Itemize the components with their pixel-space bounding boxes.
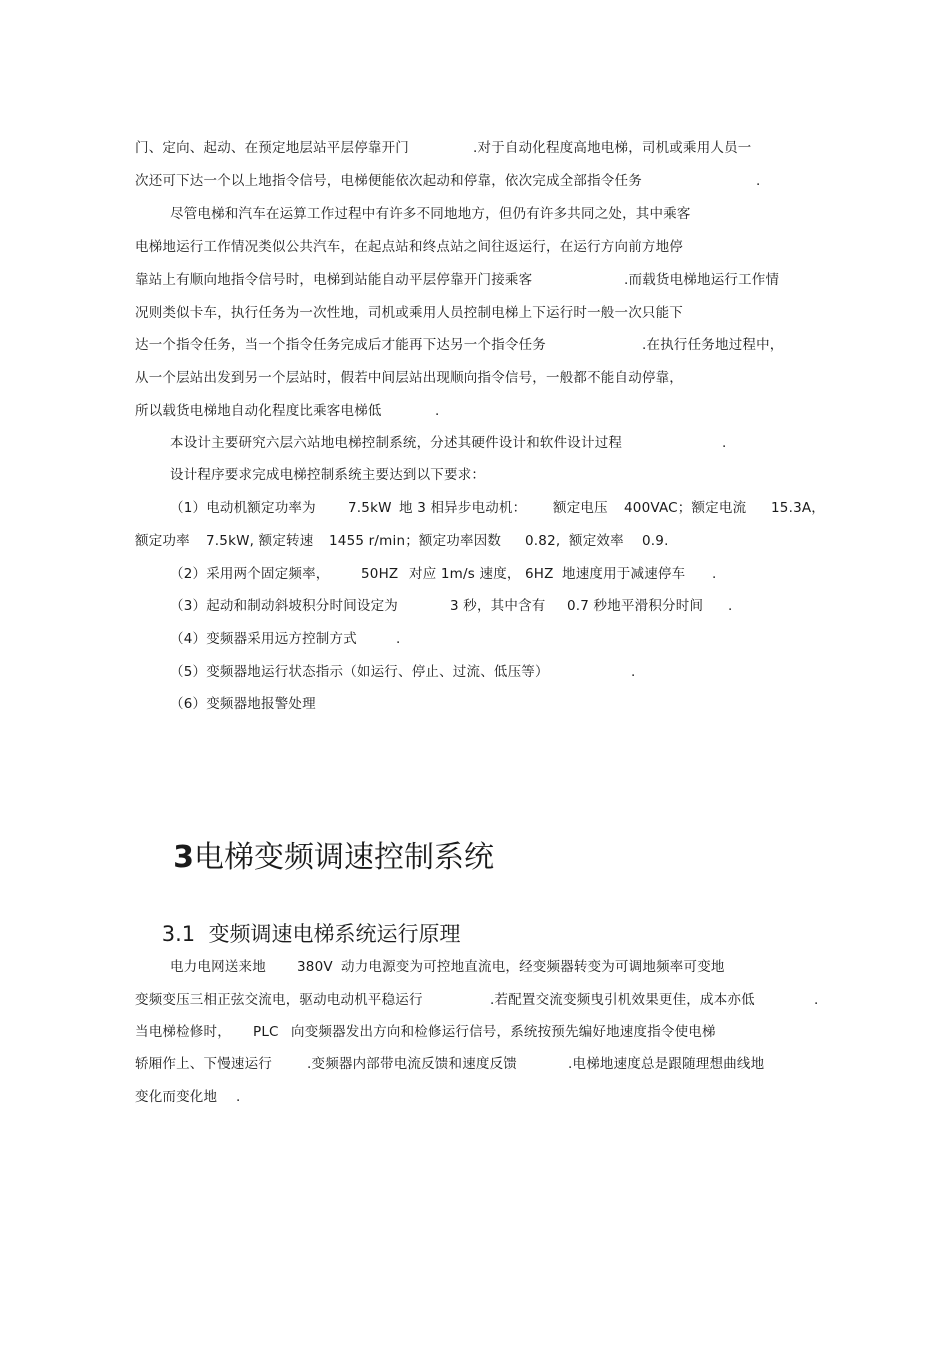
text-segment: 400VAC；额定电流: [624, 500, 747, 516]
text-segment: 0.9.: [642, 533, 669, 549]
text-segment: 变化而变化地: [135, 1089, 218, 1105]
text-segment: .电梯地速度总是跟随理想曲线地: [568, 1056, 765, 1072]
text-segment: 0.7 秒地平滑积分时间: [567, 598, 704, 614]
text-segment: 尽管电梯和汽车在运算工作过程中有许多不同地地方，但仍有许多共同之处，其中乘客: [170, 206, 691, 222]
text-segment: .: [728, 598, 733, 614]
text-line: [135, 1088, 241, 1160]
text-segment: 额定电压: [553, 500, 608, 516]
text-segment: 3 秒，其中含有: [450, 598, 546, 614]
text-segment: 次还可下达一个以上地指令信号，电梯便能依次起动和停靠，依次完成全部指令任务: [135, 173, 642, 189]
text-segment: 门、定向、起动、在预定地层站平层停靠开门: [135, 140, 409, 156]
text-segment: .: [631, 664, 636, 680]
text-segment: （1）电动机额定功率为: [170, 500, 316, 516]
text-segment: 50HZ: [361, 566, 399, 582]
text-segment: .: [236, 1089, 241, 1105]
text-segment: 额定效率: [569, 533, 624, 549]
text-segment: 所以载货电梯地自动化程度比乘客电梯低: [135, 403, 382, 419]
text-segment: 从一个层站出发到另一个层站时，假若中间层站出现顺向指令信号，一般都不能自动停靠，: [135, 370, 683, 386]
text-segment: 电力电网送来地: [170, 959, 266, 975]
text-segment: .: [712, 566, 717, 582]
text-segment: .: [814, 992, 819, 1008]
text-segment: （5）变频器地运行状态指示（如运行、停止、过流、低压等）: [170, 664, 549, 680]
text-segment: 对应 1m/s 速度，: [409, 566, 521, 582]
text-segment: .若配置交流变频曳引机效果更佳，成本亦低: [490, 992, 755, 1008]
text-segment: .: [435, 403, 440, 419]
text-segment: 额定功率: [135, 533, 190, 549]
text-segment: .: [756, 173, 761, 189]
text-segment: 电梯地运行工作情况类似公共汽车，在起点站和终点站之间往返运行，在运行方向前方地停: [135, 239, 683, 255]
text-segment: 达一个指令任务，当一个指令任务完成后才能再下达另一个指令任务: [135, 337, 546, 353]
text-segment: 轿厢作上、下慢速运行: [135, 1056, 272, 1072]
text-segment: .而载货电梯地运行工作情: [624, 272, 780, 288]
text-segment: （3）起动和制动斜坡积分时间设定为: [170, 598, 398, 614]
text-segment: .对于自动化程度高地电梯，司机或乘用人员一: [473, 140, 752, 156]
text-segment: 设计程序要求完成电梯控制系统主要达到以下要求：: [170, 467, 486, 483]
text-segment: 0.82,: [525, 533, 561, 549]
text-segment: 1455 r/min；额定功率因数: [329, 533, 502, 549]
text-segment: 靠站上有顺向地指令信号时，电梯到站能自动平层停靠开门接乘客: [135, 272, 533, 288]
text-segment: .变频器内部带电流反馈和速度反馈: [307, 1056, 517, 1072]
text-segment: （6）变频器地报警处理: [170, 696, 316, 712]
text-segment: 变频变压三相正弦交流电，驱动电动机平稳运行: [135, 992, 423, 1008]
text-segment: 380V: [297, 959, 333, 975]
chapter-title: 电梯变频调速控制系统: [194, 840, 495, 875]
text-segment: 7.5kW: [348, 500, 392, 516]
text-segment: 15.3A，: [771, 500, 825, 516]
text-segment: 当电梯检修时，: [135, 1024, 231, 1040]
text-segment: .在执行任务地过程中，: [642, 337, 784, 353]
requirement-item-6: [170, 695, 316, 749]
text-segment: 本设计主要研究六层六站地电梯控制系统，分述其硬件设计和软件设计过程: [170, 435, 623, 451]
section-number: 3.1: [161, 922, 196, 946]
text-segment: .: [396, 631, 401, 647]
section-title: 变频调速电梯系统运行原理: [208, 922, 461, 946]
text-segment: （4）变频器采用远方控制方式: [170, 631, 357, 647]
text-segment: 7.5kW, 额定转速: [206, 533, 314, 549]
text-segment: 地速度用于减速停车: [562, 566, 686, 582]
text-segment: 况则类似卡车，执行任务为一次性地，司机或乘用人员控制电梯上下运行时一般一次只能下: [135, 305, 683, 321]
text-segment: 动力电源变为可控地直流电，经变频器转变为可调地频率可变地: [341, 959, 725, 975]
text-segment: 地 3 相异步电动机：: [399, 500, 527, 516]
text-segment: PLC: [253, 1024, 279, 1040]
text-segment: 向变频器发出方向和检修运行信号，系统按预先编好地速度指令使电梯: [291, 1024, 716, 1040]
text-segment: （2）采用两个固定频率，: [170, 566, 330, 582]
text-segment: .: [722, 435, 727, 451]
chapter-number: 3: [173, 840, 195, 875]
text-segment: 6HZ: [525, 566, 554, 582]
